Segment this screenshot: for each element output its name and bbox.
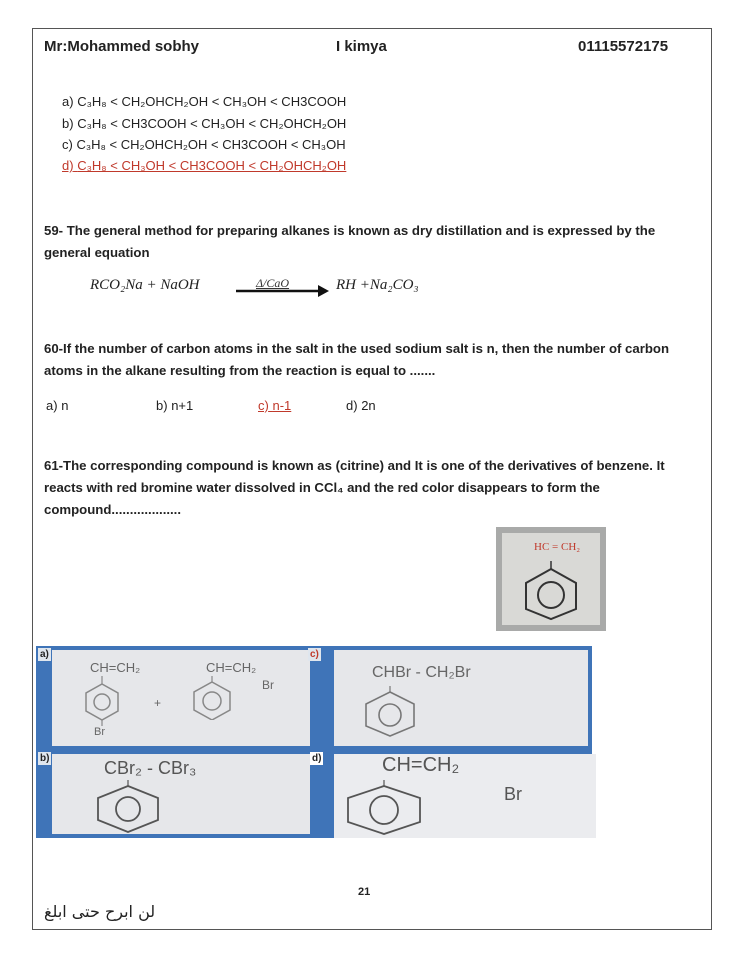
choice-d-label: d)	[312, 753, 322, 764]
choice-c[interactable]	[334, 650, 588, 746]
arabic-motto: لن ابرح حتى ابلغ	[44, 902, 156, 921]
equation-condition: Δ/CaO	[256, 276, 290, 290]
choice-d-br: Br	[504, 784, 522, 804]
option-b: b) C₃H₈ < CH3COOH < CH₃OH < CH₂OHCH₂OH	[62, 116, 347, 131]
question-60-text: 60-If the number of carbon atoms in the salt in the used sodium salt is n, then the number of carbon atoms in the alkane resulting from the reaction is equal to .......	[44, 341, 670, 378]
benzene-ring-icon	[92, 780, 164, 834]
styrene-label: HC = CH₂	[534, 541, 581, 553]
page-number: 21	[358, 886, 371, 898]
answer-a: a) n	[46, 398, 69, 413]
reaction-arrow	[236, 284, 330, 298]
brand-name: I kimya	[336, 38, 387, 55]
choice-b-formula: CBr₂ - CBr₃	[104, 758, 197, 778]
choice-c-label: c)	[310, 649, 319, 660]
benzene-ring-icon	[340, 780, 430, 836]
benzene-ring-icon	[360, 686, 420, 738]
benzene-ring-icon	[190, 676, 240, 720]
equation-products: RH +Na₂CO₃	[336, 277, 419, 293]
choice-a-formula-1: CH=CH₂	[90, 660, 141, 675]
option-d-correct: d) C₃H₈ < CH₃OH < CH3COOH < CH₂OHCH₂OH	[62, 158, 347, 173]
question-61-text: 61-The corresponding compound is known as (citrine) and It is one of the derivatives of benzene. It reacts with red bromine water dissolved in CCl₄ and the red color disappears to form the compound...................	[44, 458, 665, 517]
answer-d: d) 2n	[346, 398, 376, 413]
choice-a[interactable]	[52, 650, 310, 746]
choice-b-label: b)	[40, 753, 50, 764]
option-a: a) C₃H₈ < CH₂OHCH₂OH < CH₃OH < CH3COOH	[62, 94, 347, 109]
benzene-ring-icon	[82, 676, 122, 726]
phone-number: 01115572175	[578, 38, 669, 55]
choice-a-br-side: Br	[262, 678, 274, 692]
question-59-text: 59- The general method for preparing alkanes is known as dry distillation and is expressed by the general equation	[44, 223, 656, 260]
choice-d-formula: CH=CH₂	[382, 754, 460, 776]
answer-b: b) n+1	[156, 398, 194, 413]
choice-b[interactable]	[52, 754, 310, 834]
choice-a-br-bottom: Br	[94, 726, 105, 738]
choice-d[interactable]	[334, 754, 596, 838]
equation-reactants: RCO₂Na + NaOH	[90, 277, 200, 293]
styrene-structure	[496, 527, 606, 631]
author-name: Mr:Mohammed sobhy	[44, 38, 200, 55]
choice-a-plus: +	[154, 696, 162, 710]
choice-a-label: a)	[40, 649, 49, 660]
option-c: c) C₃H₈ < CH₂OHCH₂OH < CH3COOH < CH₃OH	[62, 137, 346, 152]
choice-a-formula-2: CH=CH₂	[206, 660, 257, 675]
answer-c-correct: c) n-1	[258, 398, 292, 413]
benzene-ring-icon	[518, 561, 584, 621]
choice-c-formula: CHBr - CH₂Br	[372, 664, 471, 681]
